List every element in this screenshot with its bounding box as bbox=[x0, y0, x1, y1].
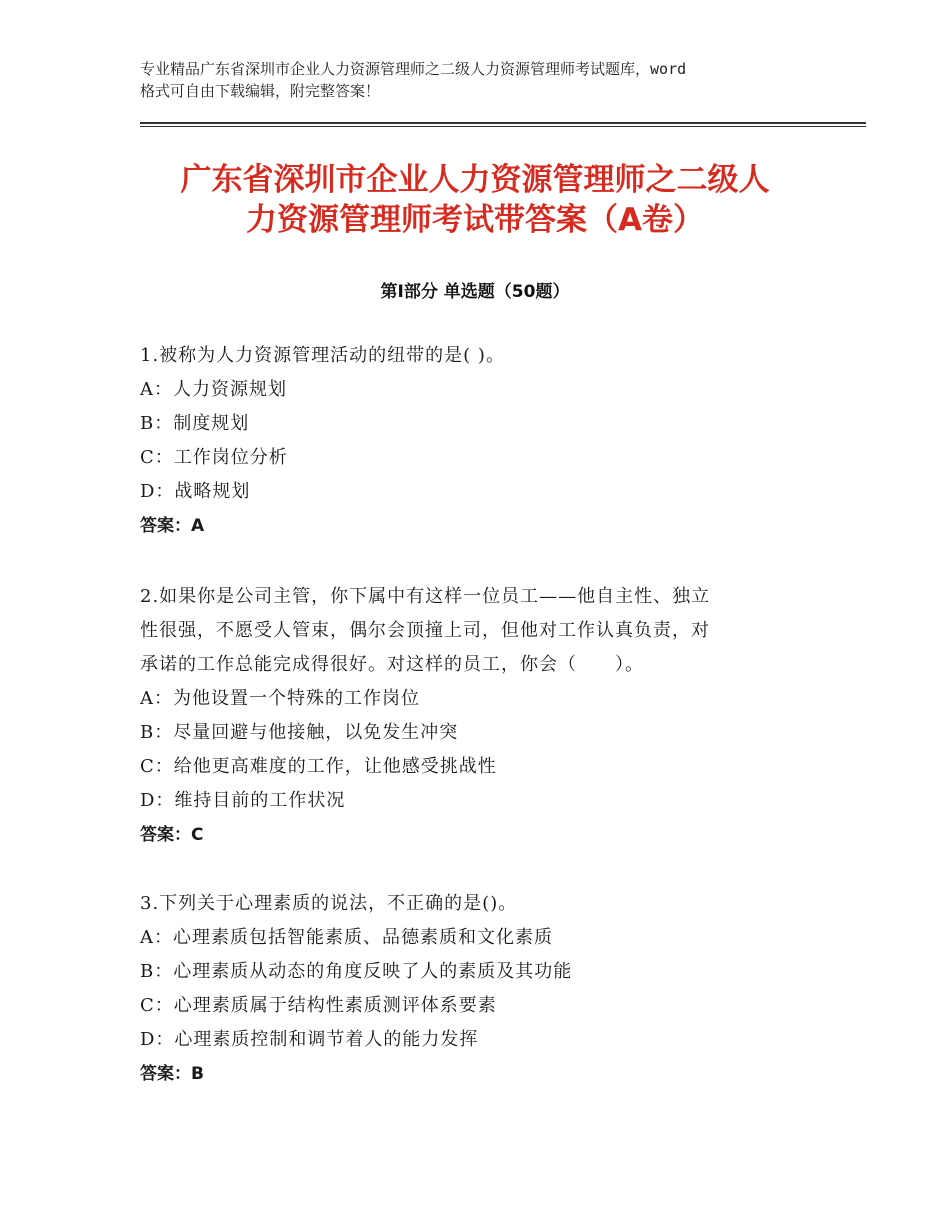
question-1 bbox=[140, 339, 810, 543]
question-1-stem: 1.被称为人力资源管理活动的纽带的是( )。 bbox=[140, 345, 505, 366]
question-1-option-d: D：战略规划 bbox=[140, 481, 251, 502]
question-2-answer: 答案：C bbox=[140, 825, 204, 845]
question-1-answer: 答案：A bbox=[140, 516, 205, 536]
question-2-stem-line-3: 承诺的工作总能完成得很好。对这样的员工，你会（ ）。 bbox=[140, 654, 644, 675]
question-3-answer: 答案：B bbox=[140, 1064, 204, 1084]
question-3-option-a: A：心理素质包括智能素质、品德素质和文化素质 bbox=[140, 927, 553, 948]
question-2-stem-line-1: 2.如果你是公司主管，你下属中有这样一位员工——他自主性、独立 bbox=[140, 586, 711, 607]
question-2-stem-line-2: 性很强，不愿受人管束，偶尔会顶撞上司，但他对工作认真负责，对 bbox=[140, 620, 710, 641]
question-2 bbox=[140, 580, 810, 852]
question-2-option-b: B：尽量回避与他接触，以免发生冲突 bbox=[140, 722, 459, 743]
question-1-option-c: C：工作岗位分析 bbox=[140, 447, 288, 468]
question-3-option-b: B：心理素质从动态的角度反映了人的素质及其功能 bbox=[140, 961, 573, 982]
question-3-stem: 3.下列关于心理素质的说法，不正确的是()。 bbox=[140, 893, 518, 914]
question-1-option-b: B：制度规划 bbox=[140, 413, 250, 434]
question-3 bbox=[140, 887, 810, 1091]
section-title: 第Ⅰ部分 单选题（50题） bbox=[380, 282, 570, 302]
question-2-option-c: C：给他更高难度的工作，让他感受挑战性 bbox=[140, 756, 497, 777]
question-1-option-a: A：人力资源规划 bbox=[140, 379, 287, 400]
question-2-option-d: D：维持目前的工作状况 bbox=[140, 790, 346, 811]
question-3-option-c: C：心理素质属于结构性素质测评体系要素 bbox=[140, 995, 497, 1016]
header-divider-thin bbox=[140, 126, 866, 127]
document-title-line-1: 广东省深圳市企业人力资源管理师之二级人 bbox=[180, 162, 770, 198]
header-divider-thick bbox=[140, 122, 866, 124]
question-3-option-d: D：心理素质控制和调节着人的能力发挥 bbox=[140, 1029, 479, 1050]
header-note bbox=[140, 58, 830, 102]
header-note-line-1: 专业精品广东省深圳市企业人力资源管理师之二级人力资源管理师考试题库，word bbox=[140, 60, 687, 78]
header-note-line-2: 格式可自由下载编辑，附完整答案！ bbox=[140, 82, 381, 100]
question-2-option-a: A：为他设置一个特殊的工作岗位 bbox=[140, 688, 420, 709]
document-title-line-2: 力资源管理师考试带答案（A卷） bbox=[246, 202, 704, 238]
document-title bbox=[140, 160, 810, 240]
